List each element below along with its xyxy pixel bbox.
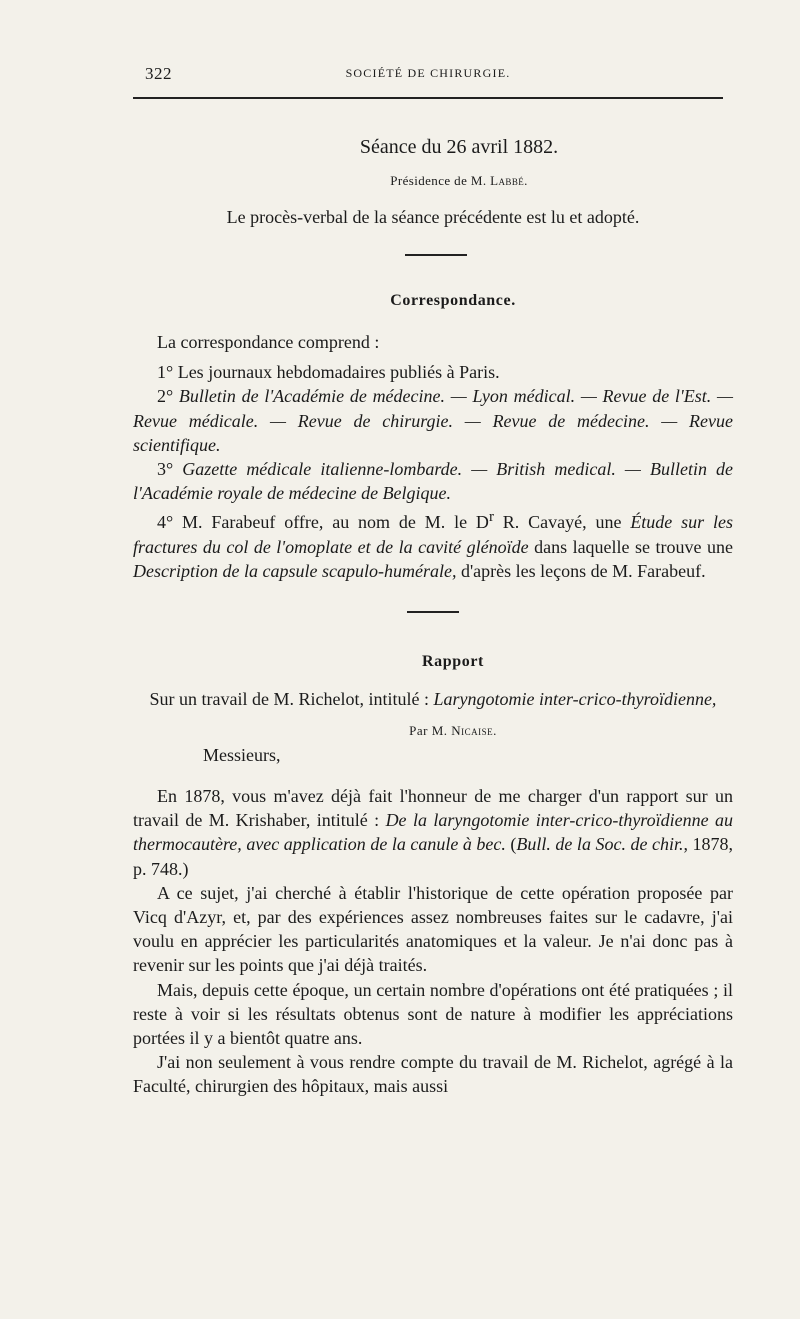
p1-bulletin-ref: Bull. de la Soc. de chir. — [516, 834, 684, 855]
rapport-paragraph-3: Mais, depuis cette époque, un certain nombre d'opérations ont été pratiquées ; il reste à voir si les résultats obtenus sont de nature à modifier les appréciations portées il y a bientôt quatre ans. — [133, 979, 733, 1049]
rapport-subtitle-title: Laryngotomie inter-crico-thyroïdienne, — [433, 689, 717, 710]
item-3-number: 3° — [157, 459, 183, 480]
item-4-sup: r — [488, 509, 494, 526]
section-divider-2 — [407, 611, 459, 613]
p1-text-c: ( — [505, 834, 517, 855]
p1-text-a: En 1878, vous m'avez déjà fait l'honneur de me charger d'un rapport sur un travail de M. Krishaber, intitulé : — [133, 786, 733, 831]
author-prefix: Par M. — [409, 723, 452, 739]
author-suffix: . — [493, 723, 497, 739]
item-2-number: 2° — [157, 386, 179, 407]
section-divider — [405, 254, 467, 256]
rapport-heading: Rapport — [422, 653, 484, 671]
author-name: Nicaise — [451, 723, 494, 739]
rapport-author — [133, 723, 733, 739]
presidence-suffix: . — [524, 173, 528, 188]
item-2-journals: Bulletin de l'Académie de médecine. — Lyon médical. — Revue de l'Est. — Revue médicale. — Revue de chirurgie. — Revue de médecine. — Revue scientifique. — [133, 386, 734, 455]
rapport-subtitle — [133, 687, 733, 711]
correspondance-heading: Correspondance. — [390, 292, 516, 309]
rapport-subtitle-prefix: Sur un travail de M. Richelot, intitulé : — [149, 689, 434, 710]
running-title: SOCIÉTÉ DE CHIRURGIE. — [345, 66, 511, 80]
rapport-paragraph-2: A ce sujet, j'ai cherché à établir l'historique de cette opération proposée par Vicq d'Azyr, et, par des expériences assez nombreuses faites sur le cadavre, j'ai voulu en apprécier les particularités anatomiques et la valeur. Je n'ai donc pas à revenir sur les points que j'ai déjà traités. — [133, 882, 733, 976]
salutation: Messieurs, — [203, 745, 281, 766]
item-3-journals: Gazette médicale italienne-lombarde. — British medical. — Bulletin de l'Académie royale de médecine de Belgique. — [133, 459, 733, 504]
item-4-text-a: 4° M. Farabeuf offre, au nom de M. le D — [157, 512, 489, 533]
item-4-text-d: dans laquelle se trouve une — [528, 536, 734, 557]
item-4-text-f: d'après les leçons de M. Farabeuf. — [456, 560, 706, 581]
running-head — [133, 62, 723, 86]
rapport-paragraph-4: J'ai non seulement à vous rendre compte du travail de M. Richelot, agrégé à la Faculté, chirurgien des hôpitaux, mais aussi — [133, 1052, 733, 1097]
seance-title: Séance du 26 avril 1882. — [359, 136, 559, 158]
correspondance-item-3 — [133, 457, 733, 505]
presidence-prefix: Présidence de M. — [390, 173, 491, 188]
item-4-text-b: R. Cavayé, une — [493, 512, 631, 533]
p1-text-e: , 1878, p. 748.) — [133, 834, 734, 879]
correspondance-item-4 — [133, 505, 733, 583]
item-4-description-title: Description de la capsule scapulo-humérale, — [133, 560, 457, 581]
page-number: 322 — [145, 64, 172, 83]
page-body — [133, 130, 733, 1109]
correspondance-item-2 — [133, 384, 733, 457]
correspondance-intro: La correspondance comprend : — [157, 332, 380, 352]
presidence-name: Labbé — [490, 173, 525, 188]
rapport-paragraph-1 — [133, 784, 733, 881]
item-4-etude-title: Étude sur les fractures du col de l'omoplate et de la cavité glénoïde — [133, 512, 734, 557]
correspondance-item-1: 1° Les journaux hebdomadaires publiés à Paris. — [157, 362, 500, 383]
presidence-line — [185, 173, 733, 189]
p1-work-title: De la laryngotomie inter-crico-thyroïdienne au thermocautère, avec application de la canule à bec. — [133, 810, 734, 855]
header-rule — [133, 97, 723, 99]
proces-verbal: Le procès-verbal de la séance précédente est lu et adopté. — [226, 207, 640, 227]
